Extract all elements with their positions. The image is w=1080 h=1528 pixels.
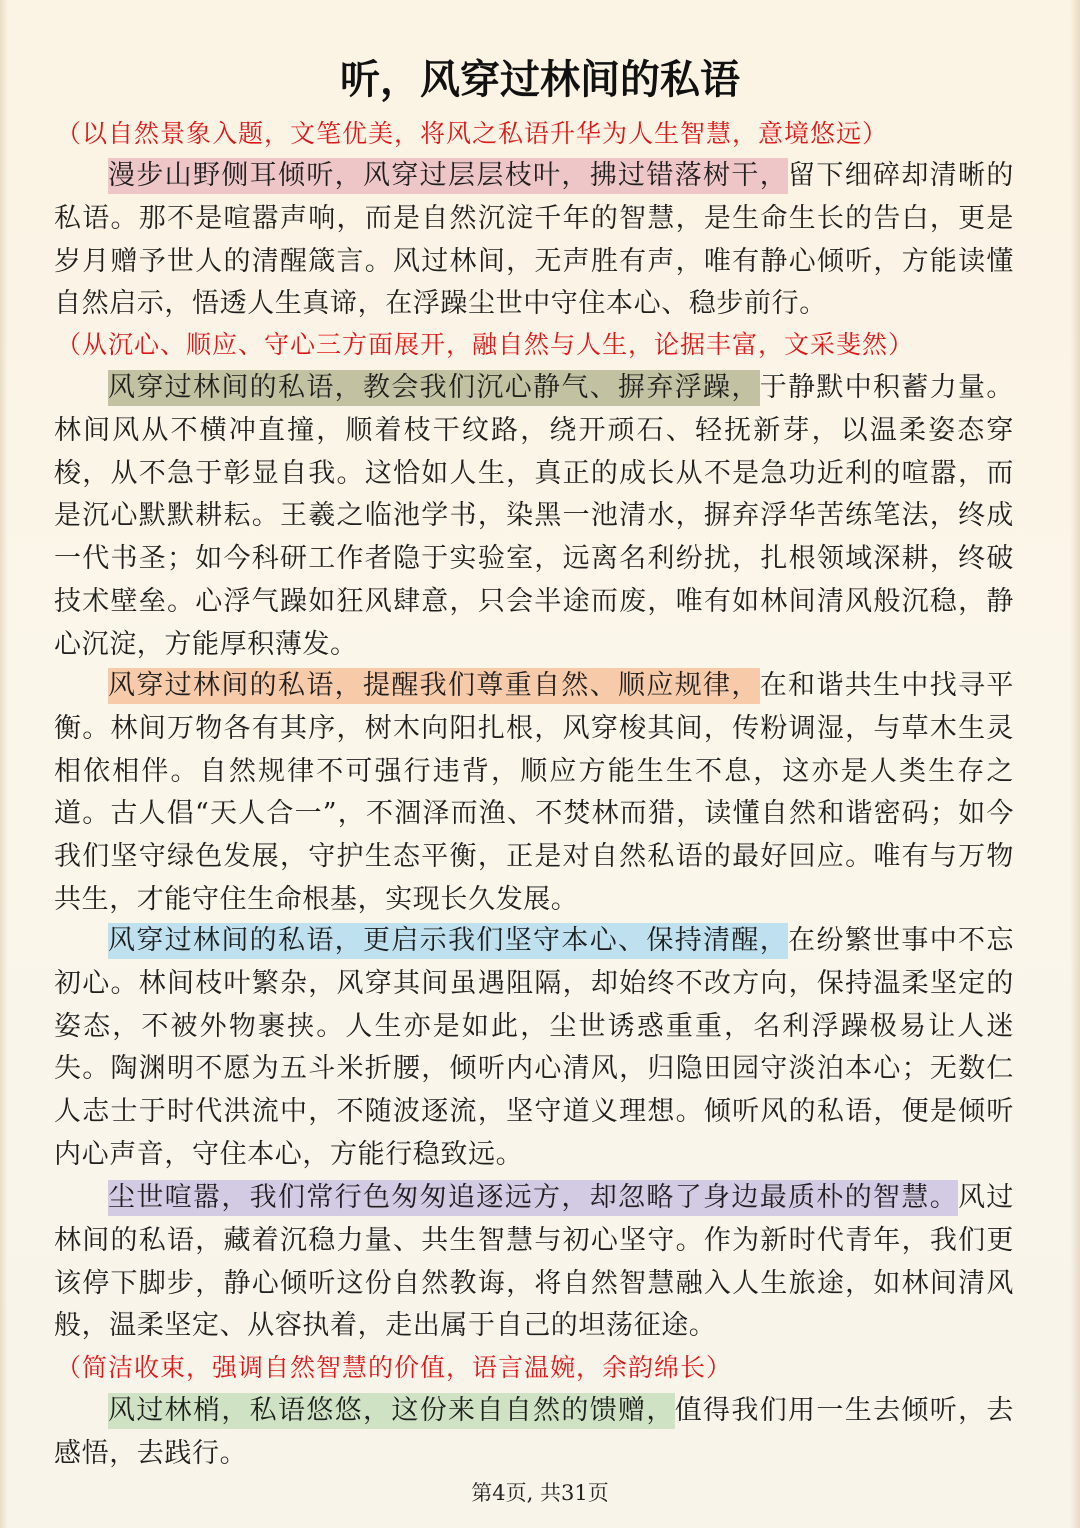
paragraph-6 [54, 1390, 1014, 1476]
paragraph-4-text: 在纷繁世事中不忘初心。林间枝叶繁杂，风穿其间虽遇阻隔，却始终不改方向，保持温柔坚定的姿态，不被外物裹挟。人生亦是如此，尘世诱惑重重，名利浮躁极易让人迷失。陶渊明不愿为五斗米折腰，倾听内心清风，归隐田园守淡泊本心；无数仁人志士于时代洪流中，不随波逐流，坚守道义理想。倾听风的私语，便是倾听内心声音，守住本心，方能行稳致远。 [54, 925, 1014, 1170]
paragraph-5 [54, 1177, 1014, 1348]
highlight-5: 尘世喧嚣，我们常行色匆匆追逐远方，却忽略了身边最质朴的智慧。 [108, 1180, 958, 1216]
highlight-4: 风穿过林间的私语，更启示我们坚守本心、保持清醒， [108, 923, 788, 959]
paragraph-2-text: 于静默中积蓄力量。林间风从不横冲直撞，顺着枝干纹路，绕开顽石、轻抚新芽，以温柔姿态穿梭，从不急于彰显自我。这恰如人生，真正的成长从不是急功近利的喧嚣，而是沉心默默耕耘。王羲之临池学书，染黑一池清水，摒弃浮华苦练笔法，终成一代书圣；如今科研工作者隐于实验室，远离名利纷扰，扎根领域深耕，终破技术壁垒。心浮气躁如狂风肆意，只会半途而废，唯有如林间清风般沉稳，静心沉淀，方能厚积薄发。 [54, 372, 1014, 660]
paragraph-4 [54, 920, 1014, 1177]
highlight-1: 漫步山野侧耳倾听，风穿过层层枝叶，拂过错落树干， [108, 158, 788, 194]
annotation-body: （从沉心、顺应、守心三方面展开，融自然与人生，论据丰富，文采斐然） [56, 330, 915, 359]
paragraph-1-text: 留下细碎却清晰的私语。那不是喧嚣声响，而是自然沉淀千年的智慧，是生命生长的告白，更是岁月赠予世人的清醒箴言。风过林间，无声胜有声，唯有静心倾听，方能读懂自然启示，悟透人生真谛，在浮躁尘世中守住本心、稳步前行。 [54, 160, 1014, 320]
page-left-edge [0, 0, 8, 1528]
highlight-2: 风穿过林间的私语，教会我们沉心静气、摒弃浮躁， [108, 370, 760, 406]
paragraph-3-text: 在和谐共生中找寻平衡。林间万物各有其序，树木向阳扎根，风穿梭其间，传粉调湿，与草木生灵相依相伴。自然规律不可强行违背，顺应方能生生不息，这亦是人类生存之道。古人倡“天人合一”，不涸泽而渔、不焚林而猎，读懂自然和谐密码；如今我们坚守绿色发展，守护生态平衡，正是对自然私语的最好回应。唯有与万物共生，才能守住生命根基，实现长久发展。 [54, 670, 1014, 915]
essay-title: 听，风穿过林间的私语 [340, 57, 740, 103]
paragraph-2 [54, 367, 1014, 667]
paragraph-1 [54, 155, 1014, 326]
page-number: 第4页, 共31页 [471, 1481, 609, 1505]
annotation-intro: （以自然景象入题，文笔优美，将风之私语升华为人生智慧，意境悠远） [56, 119, 889, 148]
paragraph-3 [54, 665, 1014, 922]
annotation-conclusion: （简洁收束，强调自然智慧的价值，语言温婉，余韵绵长） [56, 1353, 733, 1382]
highlight-3: 风穿过林间的私语，提醒我们尊重自然、顺应规律， [108, 668, 760, 704]
highlight-6: 风过林梢，私语悠悠，这份来自自然的馈赠， [108, 1393, 675, 1429]
paragraph-5-text: 风过林间的私语，藏着沉稳力量、共生智慧与初心坚守。作为新时代青年，我们更该停下脚步，静心倾听这份自然教诲，将自然智慧融入人生旅途，如林间清风般，温柔坚定、从容执着，走出属于自己的坦荡征途。 [54, 1182, 1014, 1342]
page-right-edge [1070, 0, 1080, 1528]
paragraph-6-text: 值得我们用一生去倾听，去感悟，去践行。 [54, 1395, 1015, 1469]
